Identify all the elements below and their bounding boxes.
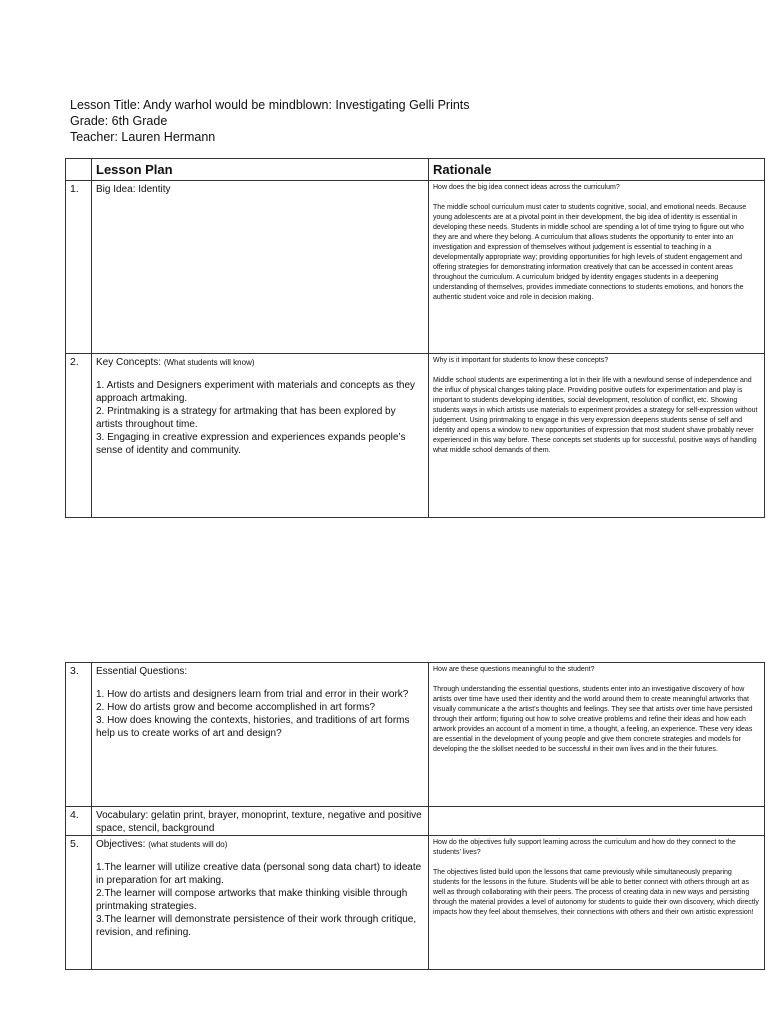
list-item: 2. How do artists grow and become accomplished in art forms? [96, 702, 376, 713]
rationale-question: Why is it important for students to know these concepts? [433, 357, 609, 364]
row-number: 3. [66, 663, 92, 807]
lesson-plan-cell [92, 663, 429, 807]
row-number: 5. [66, 836, 92, 970]
row-title: Objectives: [96, 839, 146, 850]
rationale-text: The objectives listed build upon the lessons that came previously while simultaneously preparing students for the lessons in the future. Students will be able to better connect with others through art as well as through collaborating with their peers. The process of creating data in new ways and persisting through the material provides a level of autonomy for students to guide their own discovery, which directly impacts how they feel about themselves, their connections with others and their own artistic expression! [433, 869, 759, 916]
row-title: Big Idea: Identity [96, 184, 171, 195]
row-title: Key Concepts: [96, 357, 162, 368]
list-item: 1.The learner will utilize creative data (personal song data chart) to ideate in preparation for art making. [96, 862, 422, 886]
rationale-question: How does the big idea connect ideas across the curriculum? [433, 184, 620, 191]
row-title: Essential Questions: [96, 666, 188, 677]
rationale-cell [429, 663, 765, 807]
list-item: 2. Printmaking is a strategy for artmaking that has been explored by artists throughout time. [96, 406, 396, 430]
list-item: 1. How do artists and designers learn from trial and error in their work? [96, 689, 409, 700]
table-row [66, 663, 765, 807]
list-item: 2.The learner will compose artworks that make thinking visible through printmaking strategies. [96, 888, 408, 912]
rationale-text: Through understanding the essential questions, students enter into an investigative discovery of how artists over time have used their identity and the world around them to create meaningful artworks that visually communicate a the artist’s thoughts and feelings. They see that artists over time have persisted through their artform; figuring out how to solve creative problems and refine their ideas and how each artwork provides an account of a moment in time, a thought, a feeling, an experience. These very ideas are essential in the development of young people and give them concrete strategies and models for developing the the skillset needed to be successful in their own lives and in the their futures. [433, 686, 753, 753]
rationale-text: The middle school curriculum must cater to students cognitive, social, and emotional needs. Because young adolescents are at a pivotal point in their development, the big idea of identity is essential in developing these needs. Students in middle school are spending a lot of time trying to figure out who they are and where they belong. A curriculum that allows students the opportunity to enter into an investigation and expression of themselves without judgement is essential to teaching in a developmentally appropriate way; providing opportunities for high levels of student engagement and offering strategies for demonstrating information creatively that can be accessed in content areas throughout the curriculum. A curriculum bridged by identity engages students in a deepening understanding of themselves, provides immediate connections to students emotions, and honors the authentic student voice and role in decision making. [433, 204, 747, 301]
list-item: 3.The learner will demonstrate persistence of their work through critique, revision, and refining. [96, 914, 417, 938]
table-header-row [66, 159, 765, 181]
rationale-cell [429, 836, 765, 970]
list-item: 3. How does knowing the contexts, histories, and traditions of art forms help us to create works of art and design? [96, 715, 410, 739]
lesson-plan-cell [92, 807, 429, 836]
lesson-plan-table-1 [65, 158, 765, 518]
table-row [66, 181, 765, 354]
table-row [66, 354, 765, 518]
list-item: 1. Artists and Designers experiment with materials and concepts as they approach artmaking. [96, 380, 416, 404]
question-list [96, 688, 424, 740]
table-row [66, 836, 765, 970]
lesson-plan-cell [92, 836, 429, 970]
lesson-plan-header: Lesson Plan [92, 159, 429, 181]
concept-list [96, 379, 424, 457]
lesson-header [70, 97, 470, 145]
lesson-title: Lesson Title: Andy warhol would be mindblown: Investigating Gelli Prints [70, 98, 470, 112]
grade: Grade: 6th Grade [70, 114, 168, 128]
objective-list [96, 861, 424, 939]
row-number: 1. [66, 181, 92, 354]
teacher: Teacher: Lauren Hermann [70, 130, 216, 144]
rationale-cell [429, 181, 765, 354]
lesson-plan-cell [92, 354, 429, 518]
rationale-question: How do the objectives fully support learning across the curriculum and how do they connect to the students’ lives? [433, 839, 736, 856]
row-subtitle: (what students will do) [148, 840, 228, 849]
rationale-cell [429, 354, 765, 518]
table-row [66, 807, 765, 836]
rationale-cell [429, 807, 765, 836]
row-number: 2. [66, 354, 92, 518]
vocabulary-text: Vocabulary: gelatin print, brayer, monoprint, texture, negative and positive space, stencil, background [96, 810, 422, 834]
row-number: 4. [66, 807, 92, 836]
header-num-cell [66, 159, 92, 181]
row-subtitle: (What students will know) [163, 358, 255, 367]
rationale-header: Rationale [429, 159, 765, 181]
rationale-question: How are these questions meaningful to the student? [433, 666, 595, 673]
list-item: 3. Engaging in creative expression and experiences expands people’s sense of identity and community. [96, 432, 406, 456]
lesson-plan-cell [92, 181, 429, 354]
lesson-plan-table-2 [65, 662, 765, 970]
rationale-text: Middle school students are experimenting a lot in their life with a newfound sense of independence and the influx of physical changes taking place. Providing positive outlets for experimentation and play is important to students developing identities, social development, resolution of conflict, etc. Showing students ways in which artists use materials to experiment provides a strategy for self-expression without judgement. Using printmaking to engage in this very expression deepens students sense of self and identity and opens a window to new opportunities of expression that most student shave probably never experienced in this way before. These concepts set students up for successful, positive ways of handling what middle school demands of them. [433, 377, 758, 454]
